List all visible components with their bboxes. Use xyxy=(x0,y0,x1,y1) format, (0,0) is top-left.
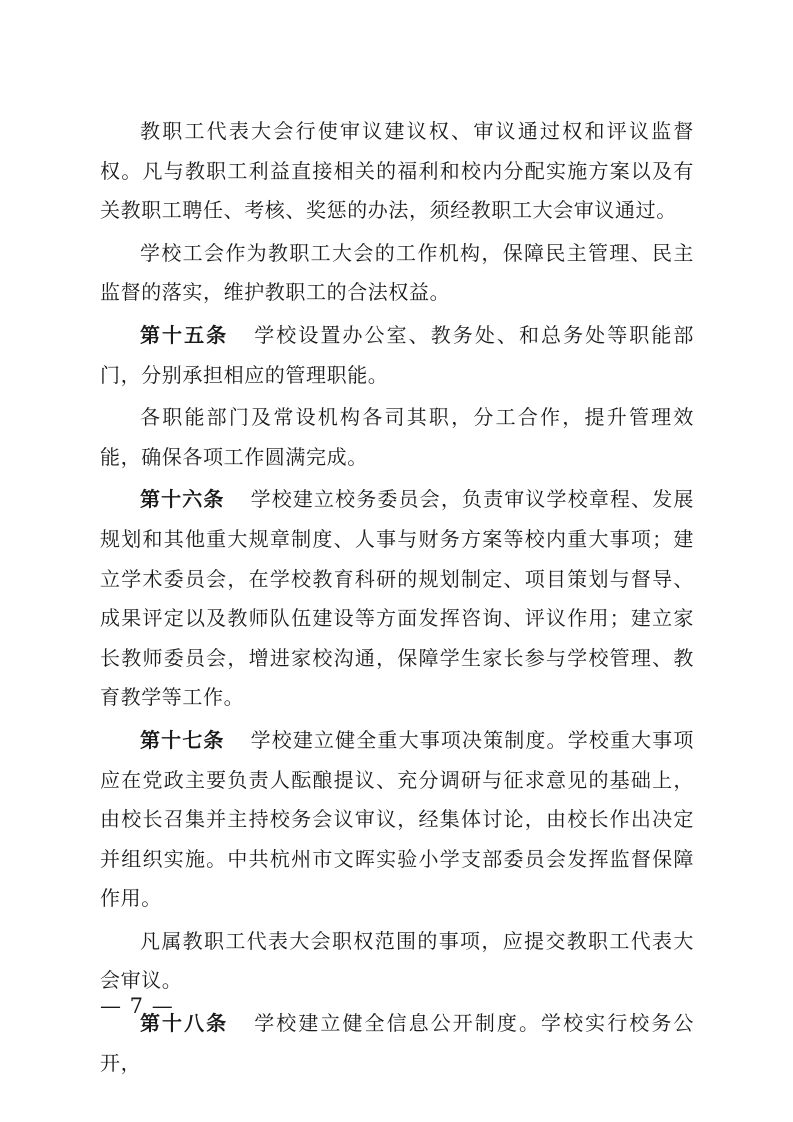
paragraph xyxy=(100,398,694,477)
paragraph-text: 教职工代表大会行使审议建议权、审议通过权和评议监督权。凡与教职工利益直接相关的福利和校内分配实施方案以及有关教职工聘任、考核、奖惩的办法，须经教职工大会审议通过。 xyxy=(100,119,694,223)
paragraph-text: 凡属教职工代表大会职权范围的事项，应提交教职工代表大会审议。 xyxy=(100,928,694,993)
paragraph xyxy=(100,1004,694,1083)
paragraph xyxy=(100,234,694,313)
paragraph-text: 学校建立健全重大事项决策制度。学校重大事项应在党政主要负责人酝酿提议、充分调研与征求意见的基础上，由校长召集并主持校务会议审议，经集体讨论，由校长作出决定并组织实施。中共杭州市文晖实验小学支部委员会发挥监督保障作用。 xyxy=(100,727,694,911)
paragraph xyxy=(100,316,694,395)
paragraph-text: 学校建立校务委员会，负责审议学校章程、发展规划和其他重大规章制度、人事与财务方案等校内重大事项；建立学术委员会，在学校教育科研的规划制定、项目策划与督导、成果评定以及教师队伍建设等方面发挥咨询、评议作用；建立家长教师委员会，增进家校沟通，保障学生家长参与学校管理、教育教学等工作。 xyxy=(100,487,694,710)
paragraph-text: 学校设置办公室、教务处、和总务处等职能部门，分别承担相应的管理职能。 xyxy=(100,322,695,387)
article-number: 第十八条 xyxy=(140,1011,229,1036)
paragraph-text: 学校工会作为教职工大会的工作机构，保障民主管理、民主监督的落实，维护教职工的合法权益。 xyxy=(100,240,694,305)
paragraph-text: 各职能部门及常设机构各司其职，分工合作，提升管理效能，确保各项工作圆满完成。 xyxy=(100,405,694,469)
paragraph xyxy=(100,112,694,231)
page-number: — 7 — xyxy=(100,994,174,1018)
article-number: 第十六条 xyxy=(140,487,225,512)
paragraph-text: 学校建立健全信息公开制度。学校实行校务公开， xyxy=(100,1011,695,1075)
paragraph xyxy=(100,721,694,919)
paragraph xyxy=(100,922,694,1001)
article-number: 第十五条 xyxy=(140,322,229,347)
article-number: 第十七条 xyxy=(140,727,225,752)
paragraph xyxy=(100,480,694,718)
document-body xyxy=(100,112,694,1086)
